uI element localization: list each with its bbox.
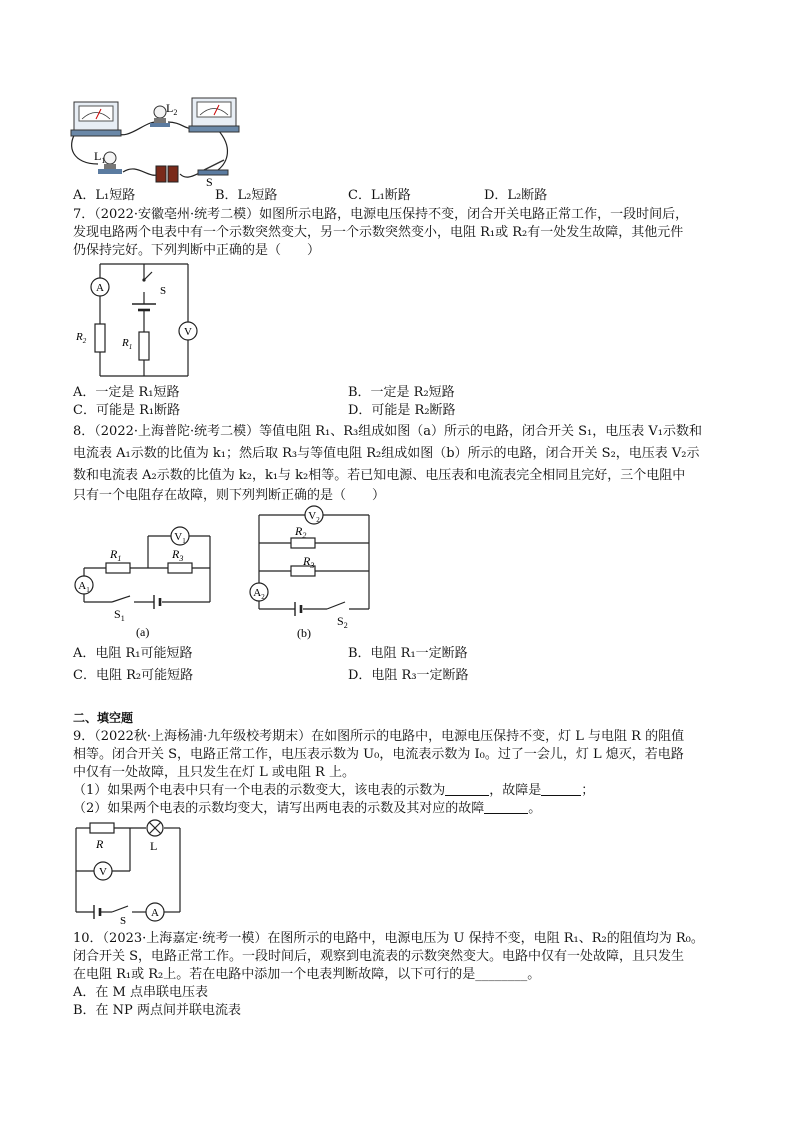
v-label: V (99, 866, 107, 878)
voltmeter-label: V (184, 326, 192, 338)
q6-apparatus-figure (68, 92, 248, 187)
q9-sub2-text-b: 。 (528, 801, 542, 816)
q7-option-c: C．可能是 R₁断路 (73, 403, 181, 418)
v2-label: $V_2$ (308, 510, 320, 524)
switch-icon (198, 160, 228, 175)
q8-stem-line-1: 8．（2022·上海普陀·统考二模）等值电阻 R₁、R₃组成如图（a）所示的电路，闭合开关 S₁，电压表 V₁示数和 (73, 424, 702, 439)
q8-option-c: C．电阻 R₂可能短路 (73, 668, 194, 683)
q8-stem-line-2: 电流表 A₁示数的比值为 k₁；然后取 R₃与等值电阻 R₂组成如图（b）所示的电路，闭合开关 S₂，电压表 V₂示 (73, 446, 700, 461)
q9-stem-line-2: 相等。闭合开关 S，电路正常工作，电压表示数为 U₀，电流表示数为 I₀。过了一会儿，灯 L 熄灭，若电路 (73, 747, 684, 762)
s2-label: $S_2$ (337, 614, 348, 630)
l-label: L (150, 839, 158, 853)
q7-stem-line-3: 仍保持完好。下列判断中正确的是（ ） (73, 243, 321, 258)
switch-s-label: S (206, 175, 213, 187)
a1-label: $A_1$ (78, 580, 90, 594)
q6-option-a: A．L₁短路 (73, 188, 136, 203)
lamp-l2-label: $L_2$ (166, 101, 178, 117)
q8-option-d: D．电阻 R₃一定断路 (348, 668, 469, 683)
q9-blank-3[interactable] (484, 800, 528, 814)
q7-stem-line-1: 7．（2022·安徽亳州·统考二模）如图所示电路，电源电压保持不变，闭合开关电路正常工作，一段时间后， (73, 207, 689, 222)
q6-option-b: B．L₂短路 (215, 188, 278, 203)
s-label: S (120, 915, 127, 927)
r3-label: $R_3$ (303, 554, 315, 570)
meter-left-icon (71, 102, 121, 136)
q9-blank-2[interactable] (541, 782, 581, 796)
q10-option-a: A．在 M 点串联电压表 (73, 985, 208, 1000)
caption-a: (a) (136, 625, 150, 639)
q9-sub1 (73, 782, 594, 799)
meter-right-icon (189, 98, 239, 132)
r1-label: $R_1$ (110, 547, 122, 563)
q7-stem-line-2: 发现电路两个电表中有一个示数突然变大，另一个示数突然变小，电阻 R₁或 R₂有一处发生故障，其他元件 (73, 225, 684, 240)
section-title: 二、填空题 (73, 711, 134, 725)
v1-label: $V_1$ (174, 531, 186, 545)
q9-sub1-text-c: ； (581, 783, 595, 798)
q7-option-b: B．一定是 R₂短路 (348, 385, 455, 400)
r3-label: $R_3$ (172, 547, 184, 563)
q8-circuit-a (70, 520, 220, 642)
q10-option-b: B．在 NP 两点间并联电流表 (73, 1003, 241, 1018)
resistor-r2 (95, 324, 105, 352)
lamp-l1-label: $L_1$ (94, 149, 106, 165)
r-label: R (96, 837, 104, 851)
q9-sub1-text-b: ，故障是 (489, 783, 542, 798)
q7-circuit-diagram (72, 262, 212, 384)
ammeter-label: A (96, 282, 104, 294)
q6-option-c: C．L₁断路 (348, 188, 411, 203)
r1-label: $R_1$ (122, 337, 133, 351)
battery-icon (156, 166, 178, 182)
caption-b: (b) (297, 626, 311, 640)
r2-label: $R_2$ (76, 331, 87, 345)
q8-option-b: B．电阻 R₁一定断路 (348, 646, 468, 661)
q8-option-a: A．电阻 R₁可能短路 (73, 646, 193, 661)
s1-label: $S_1$ (114, 607, 125, 623)
q8-stem-line-3: 数和电流表 A₂示数的比值为 k₂，k₁与 k₂相等。若已知电源、电压表和电流表完全相同且完好，三个电阻中 (73, 468, 686, 483)
resistor-r1 (139, 332, 149, 360)
q9-sub2-text-a: （2）如果两个电表的示数均变大，请写出两电表的示数及其对应的故障 (73, 801, 485, 816)
q9-sub1-text-a: （1）如果两个电表中只有一个电表的示数变大，该电表的示数为 (73, 783, 446, 798)
q10-stem-line-3: 在电阻 R₁或 R₂上。若在电路中添加一个电表判断故障，以下可行的是________。 (73, 967, 541, 982)
a2-label: $A_2$ (253, 587, 265, 601)
q9-stem-line-3: 中仅有一处故障，且只发生在灯 L 或电阻 R 上。 (73, 765, 355, 780)
a-label: A (151, 907, 159, 919)
q9-circuit-diagram (70, 816, 190, 928)
q7-option-d: D．可能是 R₂断路 (348, 403, 456, 418)
lamp-icon (147, 820, 163, 836)
q9-stem-line-1: 9．（2022秋·上海杨浦·九年级校考期末）在如图所示的电路中，电源电压保持不变，灯 L 与电阻 R 的阻值 (73, 729, 685, 744)
q10-stem-line-1: 10．（2023·上海嘉定·统考一模）在图所示的电路中，电源电压为 U 保持不变，电阻 R₁、R₂的阻值均为 R₀。 (73, 931, 704, 946)
q8-stem-line-4: 只有一个电阻存在故障，则下列判断正确的是（ ） (73, 488, 386, 503)
switch-label: S (160, 285, 167, 297)
resistor-r (90, 823, 114, 833)
q6-option-d: D．L₂断路 (484, 188, 548, 203)
q9-blank-1[interactable] (445, 782, 489, 796)
q7-option-a: A．一定是 R₁短路 (73, 385, 180, 400)
r2-label: $R_2$ (295, 524, 307, 540)
q8-circuit-b (245, 505, 380, 643)
q9-sub2 (73, 800, 541, 817)
q10-stem-line-2: 闭合开关 S，电路正常工作。一段时间后，观察到电流表的示数突然变大。电路中仅有一处故障，且只发生 (73, 949, 685, 964)
